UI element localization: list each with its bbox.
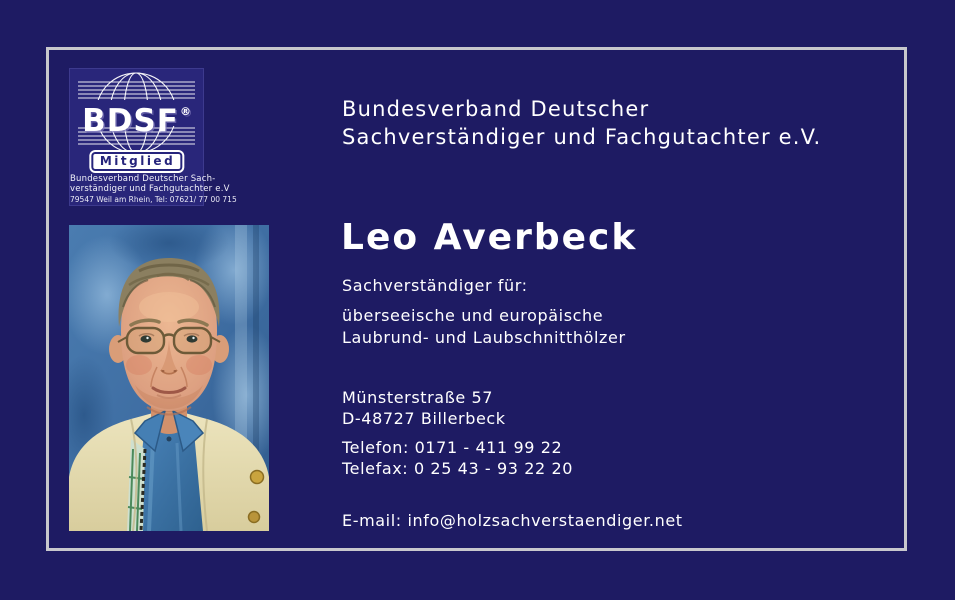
bdsf-member-logo [70,69,237,205]
association-name-line1: Bundesverband Deutscher [342,97,650,121]
postal-address [342,387,506,429]
logo-org-line2: verständiger und Fachgutachter e.V [70,184,230,194]
person-name: Leo Averbeck [341,217,638,258]
logo-org-name [70,174,230,194]
specialty-line1: überseeische und europäische [342,306,604,325]
association-name [342,95,821,151]
specialty-line2: Laubrund- und Laubschnitthölzer [342,328,626,347]
city-address: D-48727 Billerbeck [342,409,506,428]
phone-block [342,437,573,479]
logo-abbr-text: BDSF [82,103,179,139]
street-address: Münsterstraße 57 [342,388,494,407]
logo-org-line1: Bundesverband Deutscher Sach- [70,174,216,184]
association-name-line2: Sachverständiger und Fachgutachter e.V. [342,125,822,149]
specialty [342,305,626,349]
logo-abbr [70,95,203,138]
email-line: E-mail: info@holzsachverstaendiger.net [342,511,683,530]
portrait-photo [69,225,269,531]
registered-mark: ® [179,105,191,118]
member-badge: Mitglied [91,152,182,171]
phone-line: Telefon: 0171 - 411 99 22 [342,438,563,457]
role-label: Sachverständiger für: [342,276,528,295]
fax-line: Telefax: 0 25 43 - 93 22 20 [342,459,574,478]
logo-contact-line: 79547 Weil am Rhein, Tel: 07621/ 77 00 715 [70,195,237,204]
